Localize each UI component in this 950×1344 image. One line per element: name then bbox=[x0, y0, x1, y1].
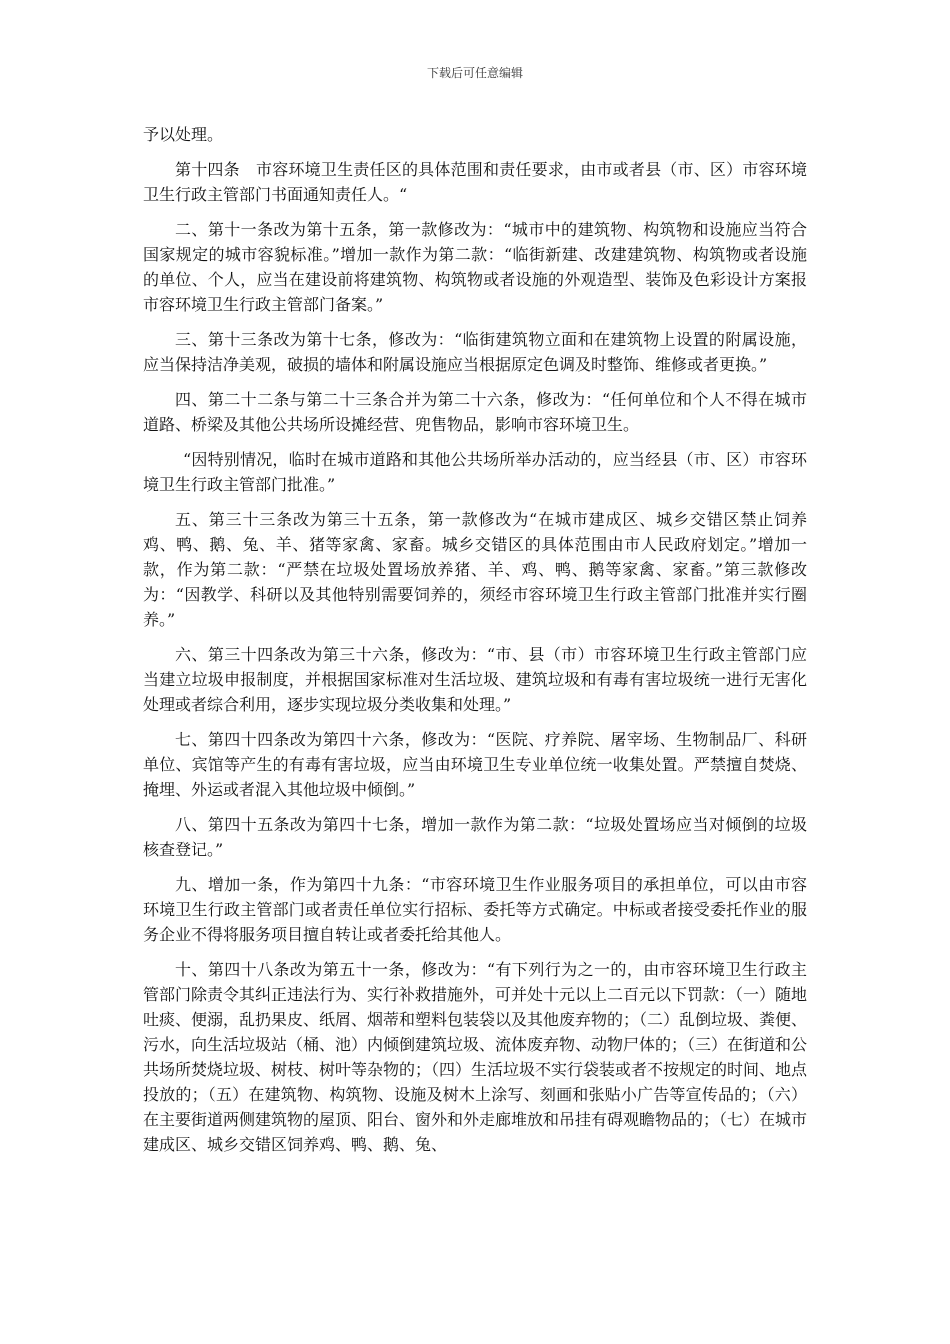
paragraph-amendment-5: 五、第三十三条改为第三十五条，第一款修改为“在城市建成区、城乡交错区禁止饲养鸡、鸭、鹅、兔、羊、猪等家禽、家畜。城乡交错区的具体范围由市人民政府划定。”增加一款，作为第二款：“严禁在垃圾处置场放养猪、羊、鸡、鸭、鹅等家禽、家畜。”第三款修改为：“因教学、科研以及其他特别需要饲养的，须经市容环境卫生行政主管部门批准并实行圈养。” bbox=[143, 510, 807, 629]
document-body bbox=[143, 122, 807, 1167]
paragraph-amendment-2: 二、第十一条改为第十五条，第一款修改为：“城市中的建筑物、构筑物和设施应当符合国家规定的城市容貌标准。”增加一款作为第二款：“临街新建、改建建筑物、构筑物或者设施的单位、个人，应当在建设前将建筑物、构筑物或者设施的外观造型、装饰及色彩设计方案报市容环境卫生行政主管部门备案。” bbox=[143, 220, 807, 314]
paragraph-amendment-4-quote: “因特别情况，临时在城市道路和其他公共场所举办活动的，应当经县（市、区）市容环境卫生行政主管部门批准。” bbox=[143, 450, 807, 494]
paragraph-amendment-6: 六、第三十四条改为第三十六条，修改为：“市、县（市）市容环境卫生行政主管部门应当建立垃圾申报制度，并根据国家标准对生活垃圾、建筑垃圾和有毒有害垃圾统一进行无害化处理或者综合利用，逐步实现垃圾分类收集和处理。” bbox=[143, 645, 807, 714]
paragraph-article-14: 第十四条 市容环境卫生责任区的具体范围和责任要求，由市或者县（市、区）市容环境卫生行政主管部门书面通知责任人。“ bbox=[143, 160, 807, 204]
paragraph-amendment-9: 九、增加一条，作为第四十九条：“市容环境卫生作业服务项目的承担单位，可以由市容环境卫生行政主管部门或者责任单位实行招标、委托等方式确定。中标或者接受委托作业的服务企业不得将服务项目擅自转让或者委托给其他人。 bbox=[143, 875, 807, 944]
paragraph-continuation: 予以处理。 bbox=[143, 125, 224, 144]
paragraph-amendment-10: 十、第四十八条改为第五十一条，修改为：“有下列行为之一的，由市容环境卫生行政主管部门除责令其纠正违法行为、实行补救措施外，可并处十元以上二百元以下罚款：（一）随地吐痰、便溺，乱扔果皮、纸屑、烟蒂和塑料包装袋以及其他废弃物的；（二）乱倒垃圾、粪便、污水，向生活垃圾站（桶、池）内倾倒建筑垃圾、流体废弃物、动物尸体的；（三）在街道和公共场所焚烧垃圾、树枝、树叶等杂物的；（四）生活垃圾不实行袋装或者不按规定的时间、地点投放的；（五）在建筑物、构筑物、设施及树木上涂写、刻画和张贴小广告等宣传品的；（六）在主要街道两侧建筑物的屋顶、阳台、窗外和外走廊堆放和吊挂有碍观瞻物品的；（七）在城市建成区、城乡交错区饲养鸡、鸭、鹅、兔、 bbox=[143, 960, 808, 1154]
paragraph-amendment-4: 四、第二十二条与第二十三条合并为第二十六条，修改为：“任何单位和个人不得在城市道路、桥梁及其他公共场所设摊经营、兜售物品，影响市容环境卫生。 bbox=[143, 390, 807, 434]
page-header: 下载后可任意编辑 bbox=[426, 66, 523, 80]
paragraph-amendment-8: 八、第四十五条改为第四十七条，增加一款作为第二款：“垃圾处置场应当对倾倒的垃圾核查登记。” bbox=[143, 815, 807, 859]
paragraph-amendment-7: 七、第四十四条改为第四十六条，修改为：“医院、疗养院、屠宰场、生物制品厂、科研单位、宾馆等产生的有毒有害垃圾，应当由环境卫生专业单位统一收集处置。严禁擅自焚烧、掩埋、外运或者混入其他垃圾中倾倒。” bbox=[143, 730, 807, 799]
paragraph-amendment-3: 三、第十三条改为第十七条，修改为：“临街建筑物立面和在建筑物上设置的附属设施，应当保持洁净美观，破损的墙体和附属设施应当根据原定色调及时整饰、维修或者更换。” bbox=[143, 330, 807, 374]
